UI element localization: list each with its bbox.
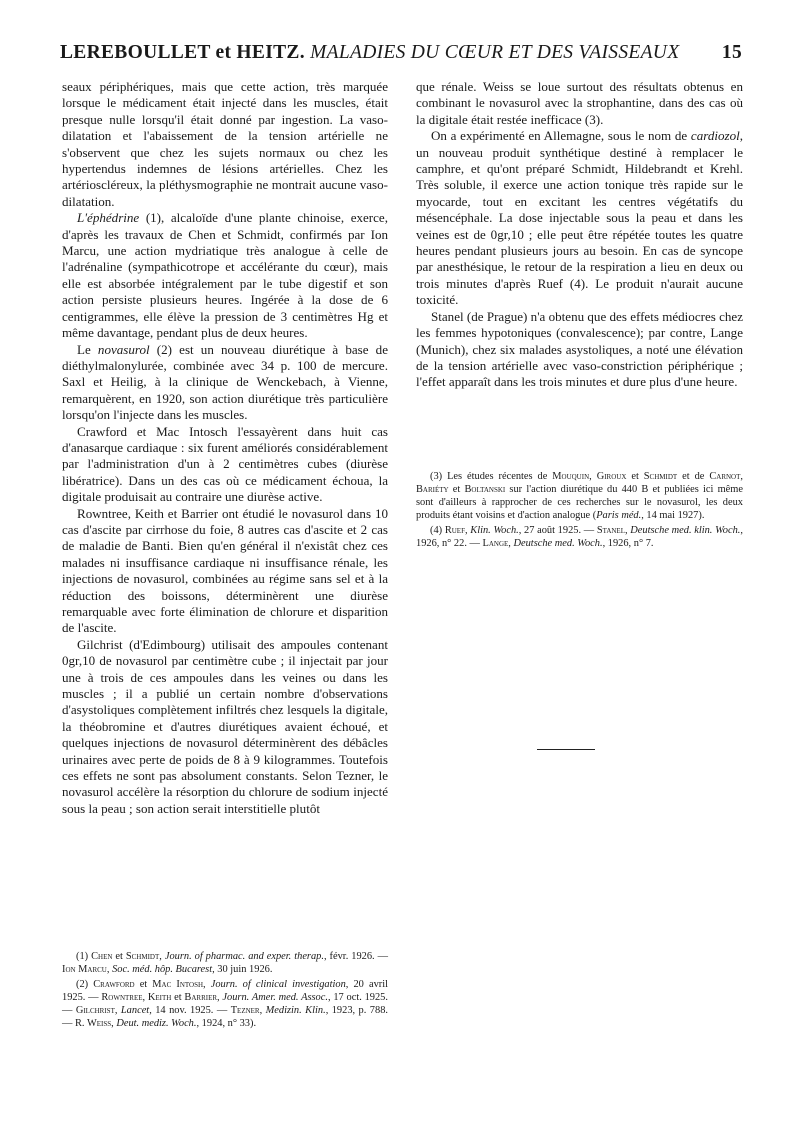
paragraph-ephedrine: L'éphédrine (1), alcaloïde d'une plante chinoise, exerce, d'après les travaux de Chen et Schmidt, confirmés par Ion Marcu, une action mydriatique très analogue à celle de l'adrénaline (sympathicotrope et accélérante du cœur), mais elle est absorbée intégralement par le tube digestif et son action persiste plusieurs heures. Ingérée à la dose de 6 centigrammes, elle élève la pression de 3 centimètres Hg et même davantage, pendant plus de deux heures. (62, 210, 388, 341)
footnotes-left (62, 950, 388, 1032)
paragraph-novasurol: Le novasurol (2) est un nouveau diurétique à base de diéthylmalonylurée, combinée avec 34 p. 100 de mercure. Saxl et Heilig, à la clinique de Wenckebach, à Vienne, remarquèrent, en 1920, son action diurétique très particulière lorsqu'on l'injecte dans les muscles. (62, 341, 388, 423)
footnote-3: (3) Les études récentes de Mouquin, Giroux et Schmidt et de Carnot, Bariéty et Boltanski sur l'action diurétique du 440 B et publiées ici même sont d'ailleurs à rapprocher de ces recherches sur le novasurol, les deux produits étant voisins et d'action analogue (Paris méd., 14 mai 1927). (416, 471, 743, 521)
footnote-4: (4) Ruef, Klin. Woch., 27 août 1925. — Stanel, Deutsche med. klin. Woch., 1926, n° 22. — Lange, Deutsche med. Woch., 1926, n° 7. (416, 525, 743, 549)
running-header (60, 42, 742, 64)
footnotes-right (416, 470, 743, 552)
footnote-2: (2) Crawford et Mac Intosh, Journ. of clinical investigation, 20 avril 1925. — Rowntree, Keith et Barrier, Journ. Amer. med. Assoc., 17 oct. 1925. — Gilchrist, Lancet, 14 nov. 1925. — Tezner, Medizin. Klin., 1923, p. 788. — R. Weiss, Deut. mediz. Woch., 1924, n° 33). (62, 979, 388, 1029)
paragraph: que rénale. Weiss se loue surtout des résultats obtenus en combinant le novasurol avec la strophantine, dans des cas où la digitale était restée inefficace (3). (416, 79, 743, 127)
paragraph: Rowntree, Keith et Barrier ont étudié le novasurol dans 10 cas d'ascite par cirrhose du foie, 8 autres cas d'ascite et 2 cas de maladie de Banti. Bien qu'en général il n'existât chez ces malades ni insuffisance cardiaque ni insuffisance rénale, les injections de novasurol, combinées au régime sans sel et à la réduction des boissons, déterminèrent une diurèse remarquable avec forte élimination de chlorure et disparition de l'ascite. (62, 505, 388, 636)
paragraph: Gilchrist (d'Edimbourg) utilisait des ampoules contenant 0gr,10 de novasurol par centimètre cube ; il injectait par jour une à trois de ces ampoules dans les veines ou dans les muscles ; il a publié un certain nombre d'observations d'asystoliques complètement infiltrés chez lesquels la digitale, la théobromine et d'autres diurétiques avaient échoué, et quelques injections de novasurol déterminèrent des débâcles urinaires avec perte de poids de 8 à 9 kilogrammes. Toutefois ces effets ne sont pas absolument constants. Selon Tezner, le novasurol accélère la résorption du chlorure de sodium injecté sous la peau ; son action serait interstitielle plutôt (62, 636, 388, 816)
term: novasurol (97, 341, 150, 357)
header-title: MALADIES DU CŒUR ET DES VAISSEAUX (310, 42, 680, 63)
right-column (416, 79, 743, 391)
paragraph: Crawford et Mac Intosch l'essayèrent dans huit cas d'anasarque cardiaque : six furent améliorés considérablement par l'administration d'un à 2 centimètres cubes (diurèse libératrice). Dans un des cas où ce médicament échoua, la digitale produisait au contraire une diurèse active. (62, 423, 388, 505)
page-number: 15 (721, 42, 742, 63)
paragraph: Stanel (de Prague) n'a obtenu que des effets médiocres chez les femmes hypotoniques (convalescence); par contre, Lange (Munich), chez six malades asystoliques, a noté une élévation de la tension artérielle avec vaso-constriction périphérique ; l'effet apparaît dans les trois minutes et dure plus d'une heure. (416, 308, 743, 390)
paragraph-cardiozol: On a expérimenté en Allemagne, sous le nom de cardiozol, un nouveau produit synthétique destiné à remplacer le camphre, et qu'ont préparé Schmidt, Hildebrandt et Krehl. Très soluble, il exerce une action tonique très rapide sur le myocarde, tout en excitant les centres végétatifs du mésencéphale. La dose injectable sous la peau et dans les veines est de 0gr,10 ; elle peut être répétée toutes les quatre heures pendant plusieurs jours au besoin. En cas de syncope par anesthésique, le retour de la respiration a lieu en deux ou trois minutes d'après Ruef (4). Le produit n'aurait aucune toxicité. (416, 128, 743, 308)
section-divider (537, 749, 595, 750)
footnote-1: (1) Chen et Schmidt, Journ. of pharmac. and exper. therap., févr. 1926. — Ion Marcu, Soc. méd. hôp. Bucarest, 30 juin 1926. (62, 951, 388, 975)
header-authors: LEREBOULLET et HEITZ. (60, 42, 305, 63)
term: cardiozol (690, 128, 740, 144)
paragraph: seaux périphériques, mais que cette action, très marquée lorsque le médicament était injecté dans les muscles, était presque nulle lorsqu'il était donné par ingestion. La vaso-dilatation et l'abaissement de la tension artérielle ne s'observent que chez les sujets normaux ou chez les hypertendus indemnes de lésions artérielles. Chez les artérioscléreux, la pléthysmographie ne montrait aucune vaso-dilatation. (62, 79, 388, 209)
term: L'éphédrine (77, 210, 140, 226)
left-column (62, 79, 388, 817)
